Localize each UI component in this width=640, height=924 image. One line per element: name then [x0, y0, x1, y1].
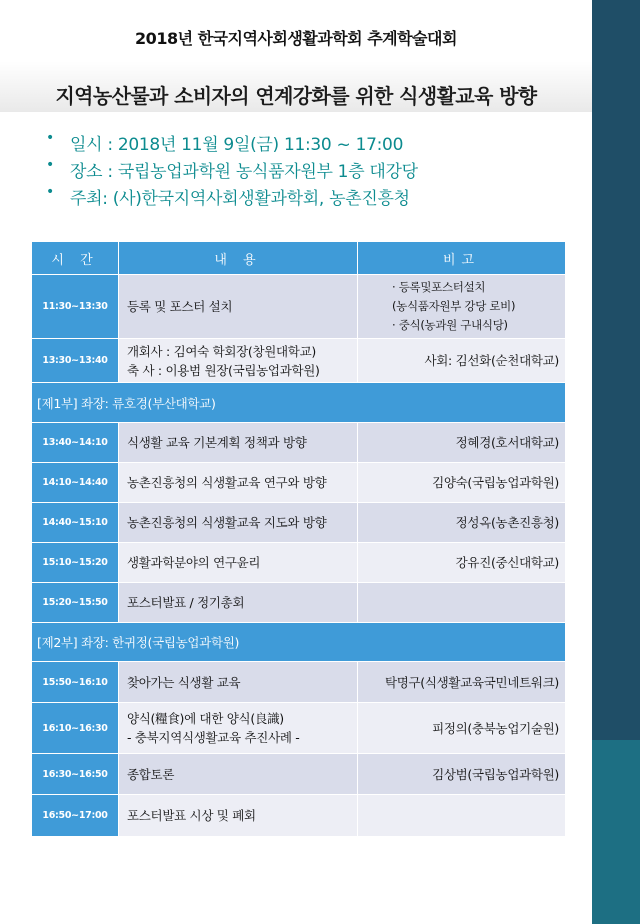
table-row	[32, 662, 566, 703]
time-cell: 11:30~13:30	[32, 275, 119, 339]
content-line: - 충북지역식생활교육 추진사례 -	[127, 730, 300, 745]
content-cell	[119, 423, 358, 463]
event-venue	[42, 157, 582, 184]
content-line: 개회사 : 김여숙 학회장(창원대학교)	[127, 343, 316, 359]
content-cell	[119, 503, 358, 543]
content-line: 농촌진흥청의 식생활교육 연구와 방향	[127, 475, 327, 490]
page-title: 지역농산물과 소비자의 연계강화를 위한 식생활교육 방향	[55, 84, 537, 108]
table-row	[32, 503, 566, 543]
note-cell	[358, 703, 566, 754]
note-cell	[358, 543, 566, 583]
note-cell	[358, 662, 566, 703]
content-cell	[119, 662, 358, 703]
table-row	[32, 463, 566, 503]
table-row	[32, 543, 566, 583]
header-note: 비고	[358, 242, 566, 275]
header-time: 시 간	[32, 242, 119, 275]
note-line: 탁명구(식생활교육국민네트워크)	[384, 674, 559, 690]
note-cell	[358, 275, 566, 339]
content-cell	[119, 795, 358, 837]
table-header-row	[32, 242, 566, 275]
note-cell	[358, 339, 566, 383]
note-line: 정혜경(호서대학교)	[455, 435, 559, 450]
table-row	[32, 795, 566, 837]
time-cell: 15:10~15:20	[32, 543, 119, 583]
event-venue-text: 장소 : 국립농업과학원 농식품자원부 1층 대강당	[70, 162, 418, 182]
time-cell: 16:10~16:30	[32, 703, 119, 754]
event-date	[42, 130, 582, 157]
note-line: · 등록및포스터설치	[392, 280, 486, 294]
note-cell	[358, 795, 566, 837]
note-cell	[358, 503, 566, 543]
note-line: 김상범(국립농업과학원)	[432, 766, 559, 782]
table-row	[32, 275, 566, 339]
note-line: · 중식(농과원 구내식당)	[392, 318, 508, 332]
content-cell	[119, 463, 358, 503]
table-row	[32, 754, 566, 795]
section-title: [제2부] 좌장: 한귀정(국립농업과학원)	[32, 623, 566, 662]
content-line: 양식(糧食)에 대한 양식(良識)	[127, 711, 284, 726]
time-cell: 15:50~16:10	[32, 662, 119, 703]
time-cell: 13:40~14:10	[32, 423, 119, 463]
decorative-sidebar	[592, 0, 640, 924]
schedule-body	[32, 275, 566, 837]
time-cell: 13:30~13:40	[32, 339, 119, 383]
bullet-icon: •	[46, 184, 54, 200]
event-date-text: 일시 : 2018년 11월 9일(금) 11:30 ~ 17:00	[70, 135, 404, 155]
bullet-icon: •	[46, 130, 54, 146]
section-row	[32, 383, 566, 423]
event-host-text: 주최: (사)한국지역사회생활과학회, 농촌진흥청	[70, 189, 410, 209]
content-cell	[119, 275, 358, 339]
content-line: 식생활 교육 기본계획 정책과 방향	[127, 435, 307, 450]
time-cell: 16:50~17:00	[32, 795, 119, 837]
conference-title: 2018년 한국지역사회생활과학회 추계학술대회	[135, 29, 457, 48]
content-cell	[119, 754, 358, 795]
table-row	[32, 583, 566, 623]
content-line: 축 사 : 이용범 원장(국립농업과학원)	[127, 362, 320, 378]
note-cell	[358, 463, 566, 503]
note-line: 사회: 김선화(순천대학교)	[424, 353, 559, 368]
content-cell	[119, 339, 358, 383]
content-cell	[119, 583, 358, 623]
content-line: 포스터발표 / 정기총회	[127, 595, 245, 610]
content-line: 등록 및 포스터 설치	[127, 299, 233, 314]
table-row	[32, 339, 566, 383]
content-line: 포스터발표 시상 및 폐회	[127, 808, 256, 823]
note-line: 김양숙(국립농업과학원)	[432, 475, 559, 490]
content-line: 찾아가는 식생활 교육	[127, 674, 241, 690]
note-line: 피정의(충북농업기술원)	[432, 720, 559, 736]
note-cell	[358, 754, 566, 795]
time-cell: 16:30~16:50	[32, 754, 119, 795]
section-title: [제1부] 좌장: 류호경(부산대학교)	[32, 383, 566, 423]
time-cell: 15:20~15:50	[32, 583, 119, 623]
event-host	[42, 184, 582, 211]
note-line: 강유진(중신대학교)	[455, 555, 559, 570]
header-content: 내 용	[119, 242, 358, 275]
content-line: 생활과학분야의 연구윤리	[127, 555, 261, 570]
table-row	[32, 703, 566, 754]
section-row	[32, 623, 566, 662]
note-cell	[358, 423, 566, 463]
note-cell	[358, 583, 566, 623]
table-row	[32, 423, 566, 463]
content-cell	[119, 703, 358, 754]
note-line: 정성옥(농촌진흥청)	[455, 515, 559, 530]
content-line: 종합토론	[127, 766, 175, 782]
event-info-list	[42, 130, 582, 211]
bullet-icon: •	[46, 157, 54, 173]
content-cell	[119, 543, 358, 583]
schedule-table	[31, 241, 566, 837]
content-line: 농촌진흥청의 식생활교육 지도와 방향	[127, 515, 327, 530]
time-cell: 14:40~15:10	[32, 503, 119, 543]
note-line: (농식품자원부 강당 로비)	[392, 299, 516, 313]
time-cell: 14:10~14:40	[32, 463, 119, 503]
